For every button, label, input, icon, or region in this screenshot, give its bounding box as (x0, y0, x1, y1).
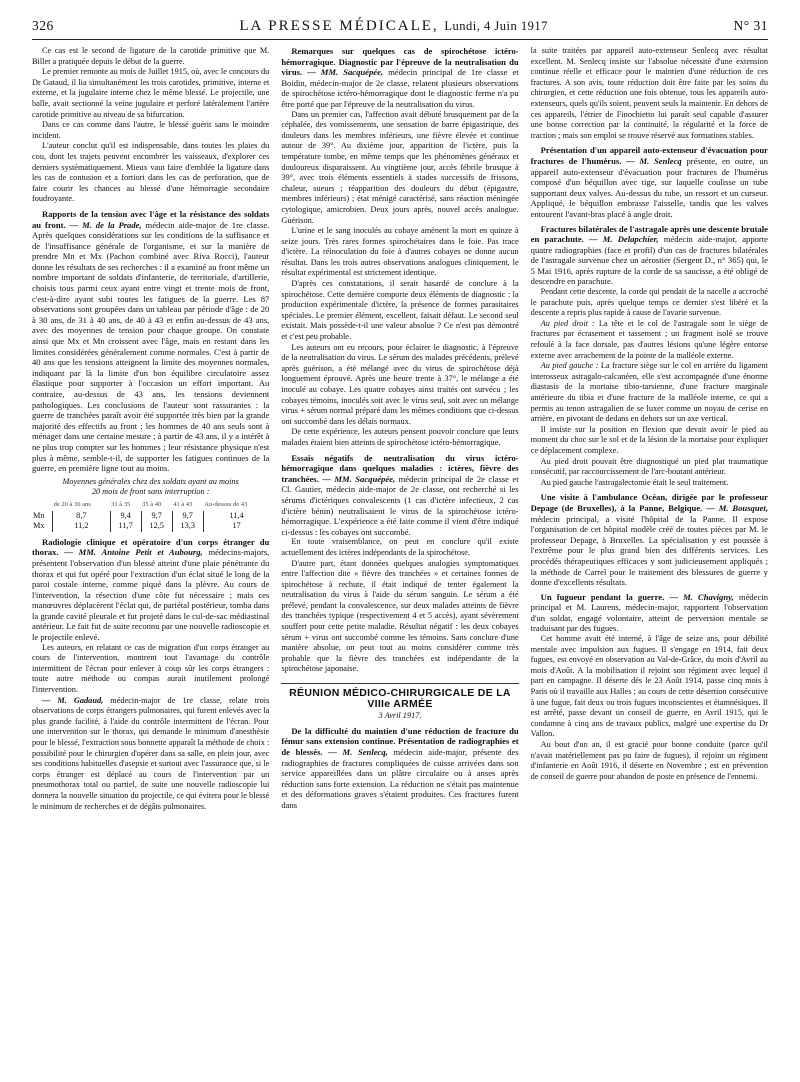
paragraph (531, 361, 768, 425)
column-1 (32, 46, 269, 1081)
paragraph (531, 319, 768, 361)
table-header-cell: de 20 à 30 ans (53, 500, 91, 508)
article-heading (531, 492, 768, 587)
article-heading (281, 46, 518, 110)
article-body: médecin aide-major de 1re classe. Après quelques considérations sur les conditions de la suffisance et de l'insuffisance générale de l'organisme, et sur la manière de prendre Mn et Mx (Pachon combiné avec Riva Rocci), l'auteur donne les résultats de ses recherches : il a examiné au front même un nombre important de soldats d'infanterie, de territoriale, d'artillerie, choisis tous parmi ceux ayant entre vingt et trente mois de front, c'est-à-dire ayant subi toutes les fatigues de la guerre. Les 87 observations sont groupées dans un tableau par période d'âge : de 20 à 30 ans, de 31 à 40 ans, de 40 à 43 et enfin au-dessus de 43 ans, avec des moyennes de tension pour chaque groupe. On constate ainsi que Mx et Mn croissent avec l'âge, mais en restant dans les limites considérées généralement comme normales. C'est à partir de 40 ans que les tensions atteignent la limite des moyennes normales, indiquant par là la limite d'un bon équilibre circulatoire assez élastique pour supporter à l'occasion un effort important. Au contraire, au-dessus de 43 ans, les tensions deviennent pathologiques. Les conclusions de l'auteur sont rassurantes : la guerre de tranchées paraît avoir été supportée très bien par la grande majorité des effectifs au front ; les hommes de 40 ans seuls sont à ménager dans une certaine mesure ; à partir de 43 ans, il y a intérêt à ne plus trop compter sur les hommes ; leur résistance physique n'est plus à même, semble-t-il, de supporter les fatigues continues de la guerre, en première ligne tout au moins. (32, 219, 270, 474)
article-author: M. Senlecq, (342, 747, 388, 757)
article-author: M. de la Prade, (82, 219, 142, 230)
article-body: médecin principal de 2e classe et Cl. Gautier, médecin aide-major de 2e classe, ont recherché si les sérums d'ictériques convalescents (1 cas d'ictère infectieux, 2 cas d'ictère bénin) neutralisaient le virus de la spirochétose ictéro-hémorragique. L'expérience a été faite comme il vient d'être indiqué ci-dessus : les cobayes ont succombé. (281, 473, 519, 537)
article-author: M. Chavigny, (683, 591, 734, 602)
table-header-row (32, 500, 269, 511)
paragraph: Dans un premier cas, l'affection avait débuté brusquement par de la céphalée, des vomissements, une sensation de barre épigastrique, des douleurs dans les membres inférieurs, une fièvre élevée et continue autour de 39°. Au dixième jour, apparition de l'ictère, puis la température tombe, en même temps que les phénomènes généraux et douloureux disparaissent. Au vingtième jour, accès fébrile brusque à 39°, avec trois éléments essentiels à stades successifs de frissons, chaleur, sueurs ; réapparition des douleurs du début (épigastre, membres inférieurs) ; état ménigé caractérisé, sans réaction méningée cytologique, amicrobien. Deux jours après, nouvel accès analogue. Guérison. (281, 109, 519, 225)
article-author: — M. Gadaud, (42, 695, 104, 705)
article-body: présente, en outre, un appareil auto-extenseur d'évacuation pour fractures de l'humérus composé d'un béquillon avec tige, sur laquelle coulisse un tube supportant deux valves. Au-dessus du tube, un ressort et un curseur. Appliqué, le béquillon embrasse l'aisselle, tandis que les valves entourent l'avant-bras placé à angle droit. (530, 155, 768, 219)
paragraph: Au pied droit pouvait être diagnostiqué un pied plat traumatique consécutif, par raccourcissement de l'arc-boutant antérieur. (530, 456, 768, 477)
article-body: médecin principal et M. Laurens, médecin-major, rapportent l'observation d'un soldat, engagé volontaire, atteint de perversion mentale se traduisant par des fugues. (530, 591, 768, 634)
journal-name: LA PRESSE MÉDICALE, (239, 18, 439, 34)
table-cell: 17 (203, 521, 269, 532)
paragraph-lead: Au pied droit : (540, 318, 595, 328)
table-caption: Moyennes générales chez des soldats ayant au moins (62, 476, 239, 486)
paragraph-text: médecin-major de 1re classe, relate trois observations de corps étrangers pulmonaires, qui furent enlevés avec la plus grande facilité, à l'aide du contrôle intermittent de l'écran. Pour une intervention sur le thorax, qui demande le minimum d'anesthésie pour le blessé, l'extraction sous bonnette apparaît la méthode de choix : possibilité pour le chirurgien d'opérer dans sa salle, en plein jour, avec ses conditions habituelles d'asepsie et surtout avec l'assurance que, si le corps étranger est déplacé au cours de l'intervention par un pneumothorax total ou partiel, de suite une nouvelle radioscopie lui donnera la nouvelle situation du projectile, ce qui évitera pour le blessé le minimum de recherches et de dégâts pulmonaires. (32, 695, 270, 811)
article-title: Une visite à l'ambulance Océan, dirigée par le professeur Depage (de Bruxelles), à la Panne, Belgique. — (530, 492, 768, 513)
table-row (32, 521, 269, 532)
paragraph: Les auteurs ont eu recours, pour éclairer le diagnostic, à l'épreuve de la neutralisation du virus. Le sérum des malades précédents, prélevé après guérison, a été mélangé avec du virus de spirochétose déjà longuement éprouvé. Après une heure trente à 37°, le mélange a été inoculé au cobaye. Les quatre cobayes ainsi traités ont survécu ; les cobayes témoins, inoculés soit avec le virus seul, soit avec un mélange virus + sérum normal préparé dans les mêmes conditions que ci-dessus ont succombé dans les délais normaux. (281, 342, 519, 426)
issue-number: N° 31 (733, 18, 768, 33)
paragraph: Il insiste sur la position en flexion que devait avoir le pied au moment du choc sur le sol et de la lésion de la mortaise pour expliquer ce déplacement complexe. (530, 424, 768, 455)
article-title: Radiologie clinique et opératoire d'un corps étranger du thorax. — (32, 536, 270, 558)
article-title: Un fugueur pendant la guerre. — (540, 591, 678, 602)
table-header-cell: Au-dessus de 43 (204, 500, 248, 508)
page-header (32, 18, 768, 35)
column-3 (531, 46, 768, 1081)
paragraph: Cet homme avait été interné, à l'âge de seize ans, pour débilité mentale avec impulsion aux fugues. Il s'engage en 1914, fait deux fugues, est envoyé en observation au Val-de-Grâce, du mois d'Avril au mois d'Août. A la mobilisation il rejoint son régiment avec lequel il part en campagne. Il déserte dès le 23 Août 1914, passe cinq mois à Paris où il travaille aux Halles ; au cours de cette désertion consécutive à une fugue, fait deux ou trois fugues inconscientes et étamnésiques. Il est arrêté, passe devant un conseil de guerre, en Avril 1915, qui le condamne à cinq ans de travaux publics, malgré une expertise du Dr Vallon. (530, 634, 768, 739)
paragraph: Au pied gauche l'astragalectomie était le seul traitement. (540, 477, 729, 487)
paragraph: De cette expérience, les auteurs pensent pouvoir conclure que leurs malades étaient bien atteints de spirochétose ictéro-hémorragique. (281, 427, 519, 447)
article-body: médecin aide-major, présente des radiographies de fractures compliquées de cuisse arrivées dans son service appareillées dans un plâtre circulaire ou à anses après réduction sans forte extension. La réduction ne s'était pas maintenue et des déformations graves s'étaient produites. Ces fractures furent dans (281, 747, 519, 810)
table-cell: 11,4 (203, 511, 269, 522)
paragraph: En toute vraisemblance, on peut en conclure qu'il existe actuellement des ictères indépendants de la spirochétose. (281, 537, 519, 557)
article-author: M. Delapchier, (602, 234, 659, 245)
paragraph (32, 696, 269, 813)
section-date: 3 Avril 1917. (378, 711, 422, 721)
table-cell: 9,4 (110, 511, 141, 522)
paragraph: L'auteur conclut qu'il est indispensable, dans toutes les plaies du cou, dont les trajets peuvent encombrer les vaisseaux, d'explorer ces derniers systématiquement. Mieux vaut faire d'emblée la ligature dans les cas de contusion et a fortiori dans les cas de perforation, que de faire courir les chances au blessé d'une hémorragie secondaire foudroyante. (32, 141, 270, 204)
article-body: médecins-majors, présentent l'observation d'un blessé atteint d'une plaie pénétrante du thorax et qui fut opéré pour l'extraction d'un éclat situé le long de la paroi costale interne, comme piqué dans la plèvre. Au cours de l'intervention, la résection d'une côte fut nécessaire ; mais ces manœuvres déplacèrent l'éclat qui, de pariétal postérieur, tomba dans la grande cavité pleurale et fut projeté dans le cul-de-sac médiastinal antérieur. Le fait fut de suite reconnu par une nouvelle radioscopie et le projectile enlevé. (32, 547, 270, 643)
paragraph: L'urine et le sang inoculés au cobaye amènent la mort en quinze à seize jours. Très rares formes spirochétaires dans le foie. Pas trace d'ictère. La réinoculation du foie à d'autres cobayes ne donne aucun résultat. Dans les trois autres observations analogues cliniquement, le résultat expérimental est strictement identique. (281, 226, 519, 278)
article-author: MM. Antoine Petit et Aubourg, (78, 547, 203, 558)
article-heading (531, 592, 768, 634)
text-columns (32, 46, 768, 1081)
article-heading (531, 224, 768, 288)
tension-table (32, 477, 269, 532)
paragraph: Ce cas est le second de ligature de la carotide primitive que M. Billet a pratiquée depuis le début de la guerre. (32, 46, 270, 66)
article-author: M. Senlecq (639, 155, 682, 166)
paragraph-text: La tête et le col de l'astragale sont le siège de fractures par écrasement et tassement ; un fragment isolé se trouve refoulé à la face dorsale, pas d'autres lésions qu'une légère entorse externe avec arrachement de la pointe de la malléole externe. (530, 318, 768, 360)
article-title: Essais négatifs de neutralisation du virus ictéro-hémorragique dans quelques maladies : ictères, fièvre des tranchées. — (281, 452, 519, 484)
paragraph: Le premier remonte au mois de Juillet 1915, où, avec le concours du Dr Gataud, il lia simultanément les trois carotides, primitive, interne et externe, et la jugulaire interne chez le même blessé. Le projectile, une balle, avait sectionné la veine jugulaire et perforé latéralement l'artère carotide primitive au niveau de sa bifurcation. (32, 67, 270, 119)
section-title: RÉUNION MÉDICO-CHIRURGICALE DE LA VIIIe ARMÉE (281, 683, 518, 709)
page-number: 326 (32, 18, 54, 33)
table-cell: 8,7 (53, 511, 111, 522)
table-header-cell: 35 à 40 (142, 500, 162, 508)
table-cell: 13,3 (172, 521, 203, 532)
table-cell: 9,7 (172, 511, 203, 522)
article-heading (281, 453, 518, 538)
article-heading (531, 145, 768, 219)
table-caption: 20 mois de front sans interruption : (91, 487, 210, 497)
article-title: Rapports de la tension avec l'âge et la résistance des soldats au front. — (32, 208, 270, 230)
journal-title (239, 18, 547, 35)
article-body: médecin aide-major, apporte quatre radiographies (face et profil) d'un cas de fractures bilatérales de l'astragale survenue chez un aérostier (Sergent D., n° 365) qui, le 5 Mai 1916, après rupture de la corde de sa saucisse, a été obligé de descendre en parachute. (530, 234, 768, 287)
article-heading (281, 726, 518, 811)
article-heading (32, 537, 269, 643)
paragraph-text: La fracture siège sur le col en arrière du ligament interosseux astragalo-calcanéen, elle s'est accompagnée d'une énorme diastasis de la mortaise tibio-tarsienne, d'une fracture marginale antérieure du tibia et d'une fracture de la malléole interne, ce qui a permis au tenon astragalien de se luxer comme un noyau de cerise en arrière, en pivotant de dedans en dehors sur un axe vertical. (530, 361, 768, 424)
article-author: M. Bousquet, (718, 502, 768, 513)
paragraph: Au bout d'un an, il est gracié pour bonne conduite (parce qu'il n'avait matériellement pas pu faire de fugues), il rejoint un régiment d'infanterie en Août 1916, il déserte en Novembre ; est en prévention de conseil de guerre pour abandon de poste en présence de l'ennemi. (530, 740, 768, 781)
paragraph: D'après ces constatations, il serait hasardé de conclure à la spirochétose. Cette dernière comporte deux éléments de diagnostic : la production expérimentale d'ictère, la présence de formes parasitaires spéciales. Le premier élément, excellent, faisait défaut. Le second seul existait. Mais possède-t-il une valeur absolue ? Ce n'est pas démontré et c'est peu probable. (281, 279, 519, 342)
header-rule (32, 39, 768, 40)
article-author: MM. Sacquépée, (320, 67, 384, 78)
column-2 (281, 46, 518, 1081)
table-cell: 11,7 (110, 521, 141, 532)
tension-data-table (32, 500, 269, 532)
table-header-cell (32, 500, 53, 511)
paragraph: Pendant cette descente, la corde qui pendait de la nacelle a accroché le parachute puis, après quelque temps ce dernier s'est libéré et la descente a repris plus rapide à cause de l'avarie survenue. (530, 287, 768, 318)
article-title: Présentation d'un appareil auto-extenseur d'évacuation pour fractures de l'humérus. — (530, 145, 768, 166)
paragraph-lead: Au pied gauche : (540, 361, 599, 371)
row-label: Mn (33, 510, 45, 520)
article-title: De la difficulté du maintien d'une réduction de fracture du fémur sans extension continue. Présentation de radiographies et de blessés. — (281, 725, 519, 757)
table-cell: 9,7 (141, 511, 172, 522)
table-header-cell: 41 à 43 (173, 500, 193, 508)
article-body: médecin principal, a visité l'hôpital de la Panne. Il expose l'organisation de cet hôpital modèle créé de toutes pièces par M. le professeur Depage, à Bruxelles. La spécialisation y est poussée à l'extrême pour le plus grand bien des différents services. Les procédés thérapeutiques efficaces y sont judicieusement appliqués ; la méthode de Carrel pour le traitement des blessures de guerre y donne d'excellents résultats. (530, 513, 768, 588)
paragraph: Dans ce cas comme dans l'autre, le blessé guérit sans le moindre incident. (32, 120, 270, 140)
paragraph: D'autre part, étant données quelques analogies symptomatiques entre l'affection dite « fièvre des tranchées » et certaines formes de spirochétose à rechute, il était indiqué de tenter également la neutralisation du virus à l'aide du sérum sanguin. Le sérum a été prélevé, pendant la convalescence, sur deux malades atteints de fièvre des tranchées typique (respectivement 4 et 5 accès), ayant sévèrement souffert pour cette petite maladie. Résultat négatif : les deux cobayes sérum + virus ont succombé comme les témoins. Sans conclure d'une manière absolue, on peut tout au moins considérer comme très probable que la fièvre des tranchées est indépendante de la spirochétose japonaise. (281, 558, 519, 674)
issue-date: Lundi, 4 Juin 1917 (444, 19, 548, 33)
article-author: MM. Sacquépée, (334, 473, 396, 484)
table-cell: 12,5 (141, 521, 172, 532)
article-heading (32, 209, 269, 474)
paragraph: Les auteurs, en relatant ce cas de migration d'un corps étranger au cours de l'intervention, montrent tout l'avantage du contrôle intermittent de l'écran pour enlever à coup sûr les corps étrangers : toute autre méthode ou compas aurait inutilement prolongé l'intervention. (32, 642, 270, 695)
article-title: Fractures bilatérales de l'astragale après une descente brutale en parachute. — (530, 223, 768, 245)
table-header-cell: 31 à 35 (111, 500, 131, 508)
row-label: Mx (33, 521, 45, 531)
table-row (32, 511, 269, 522)
article-title: Remarques sur quelques cas de spirochétose ictéro-hémorragique. Diagnostic par l'épreuve de la neutralisation du virus. — (281, 46, 519, 78)
table-cell: 11,2 (53, 521, 111, 532)
paragraph: la suite traitées par appareil auto-extenseur Senlecq avec résultat excellent. M. Senlecq insiste sur l'absolue nécessité d'une extension continue réelle et efficace pour le maintien d'une réduction de ces fractures. A son avis, toute réduction doit être faite par les soins du chirurgien, et cette réduction une fois obtenue, tous les appareils auto-extenseurs, quels qu'ils soient, peuvent seuls la maintenir. En dehors de ces appareils, l'étrier de Finochietto lui paraît seul capable d'assurer une bonne correction par la continuité, la régularité et la force de traction ; mais son emploi se trouve réservé aux formations stables. (530, 46, 768, 140)
article-body: médecin principal de 1re classe et Boidin, médecin-major de 2e classe, relatent plusieurs observations de spirochétose ictéro-hémorragique dont le diagnostic ferme n'a pu être porté que par l'épreuve de la neutralisation du virus. (281, 67, 519, 109)
